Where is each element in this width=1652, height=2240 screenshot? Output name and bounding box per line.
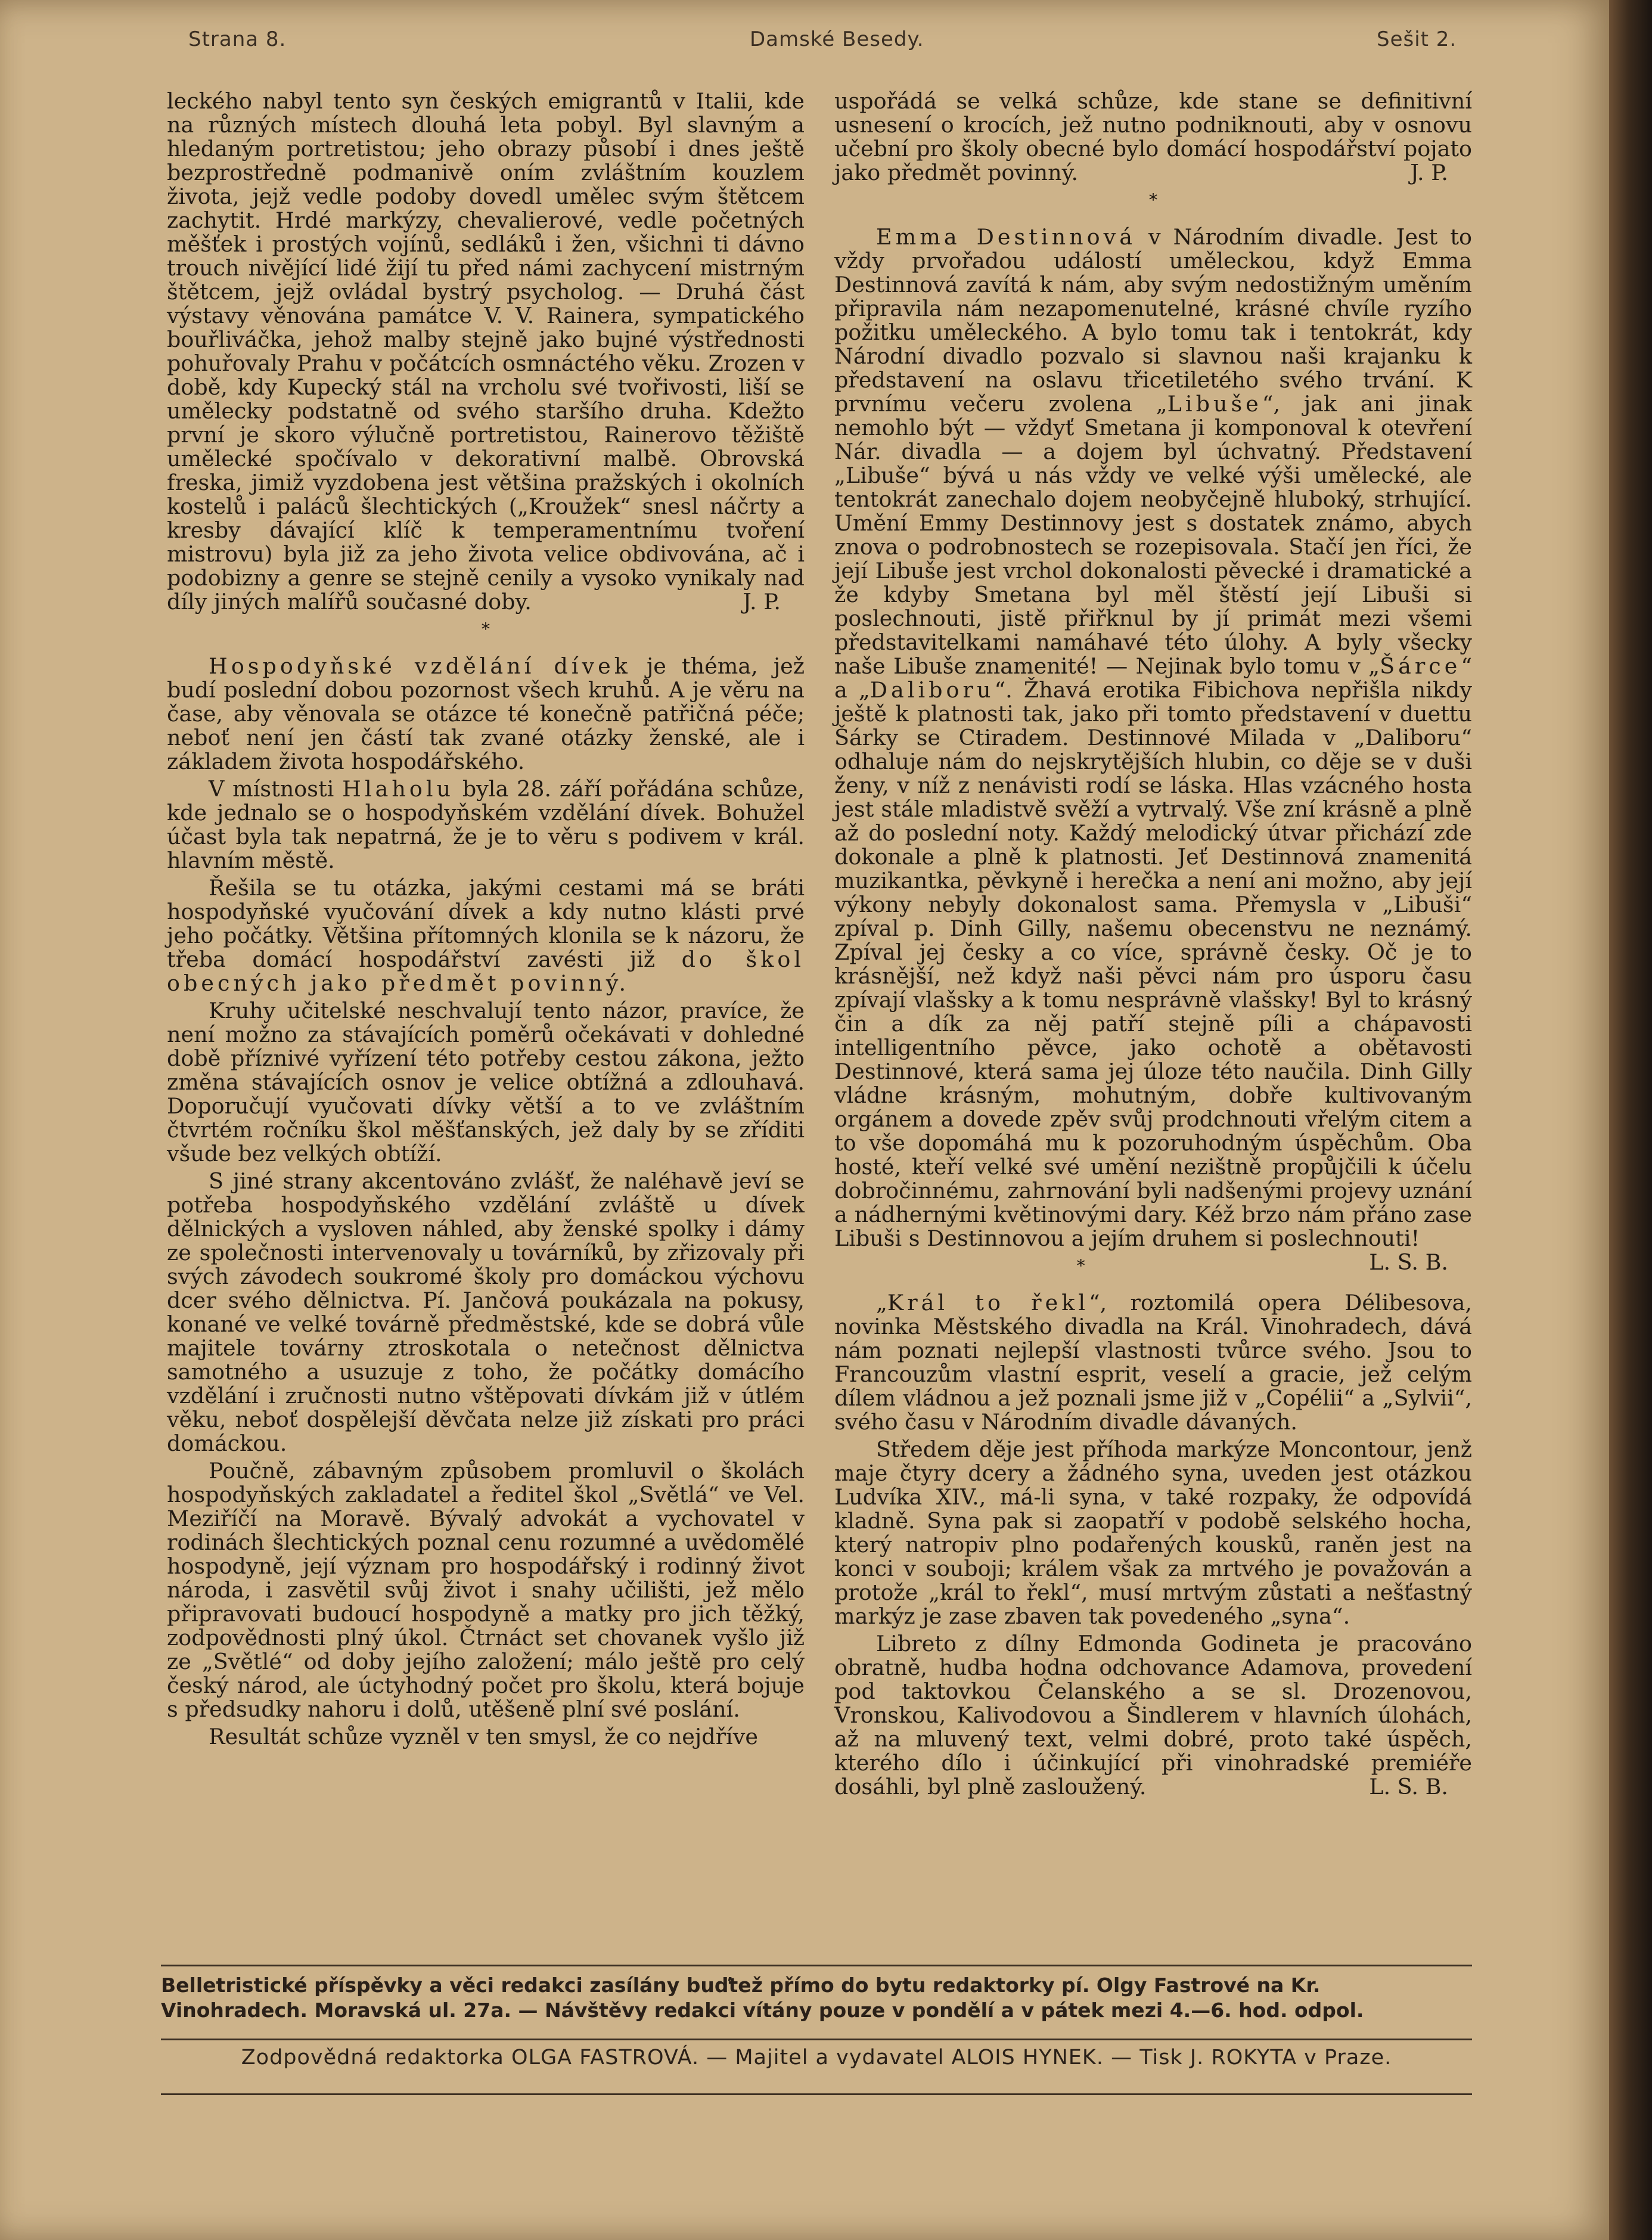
paragraph: Resultát schůze vyzněl v ten smysl, že co nejdříve [209, 1724, 758, 1749]
author-signature: L. S. B. [1369, 1774, 1448, 1800]
article-kral-to-rekl: „Král to řekl“, roztomilá opera Délibesova, novinka Městského divadla na Král. Vinohradech, dává nám poznati nejlepší vlastnosti tvůrce svého. Jsou to Francouzům vlastní esprit, veselí a gracie, jež celým dílem vládnou a jež poznali jsme již v „Copélii“ a „Sylvii“, svého času v Národním divadle dávaných. [834, 1290, 1472, 1435]
editorial-notice: Belletristické příspěvky a věci redakci zasílány buďtež přímo do bytu redaktorky pí. Olgy Fastrové na Kr. Vinohradech. Moravská ul. 27a. — Návštěvy redakci vítány pouze v pondělí a v pátek mezi 4.—6. hod. odpol. [161, 1974, 1364, 2022]
author-signature: J. P. [743, 589, 781, 615]
paragraph: Libreto z dílny Edmonda Godineta je pracováno obratně, hudba hodna odchovance Adamova, provedení pod taktovkou Čelanského a se sl. Drozenovou, Vronskou, Kalivodovou a Šindlerem v hlavních úlohách, až na mluvený text, velmi dobré, proto také úspěch, kterého dílo i účinkující při vinohradské premiéře dosáhli, byl plně zasloužený. L. S. B. [834, 1631, 1472, 1800]
paragraph: Kruhy učitelské neschvalují tento názor, pravíce, že není možno za stávajících poměrů očekávati v dohledné době příznivé vyřízení této potřeby cestou zákona, ježto změna stávajících osnov je velice obtížná a zdlouhavá. Doporučují vyučovati dívky větší a to ve zvláštním čtvrtém ročníku škol měšťanských, jež daly by se zříditi všude bez velkých obtíží. [167, 998, 805, 1166]
footer-divider [161, 2093, 1472, 2095]
paragraph: V místnosti Hlaholu byla 28. září pořádána schůze, kde jednalo se o hospodyňském vzdělání dívek. Bohužel účast byla tak nepatrná, že je to věru s podivem v král. hlavním městě. [167, 776, 805, 873]
section-separator: * [1076, 1256, 1085, 1276]
right-column [834, 89, 1472, 1802]
article-heading-spaced: Hospodyňské vzdělání dívek [209, 653, 631, 679]
issue-number-header: Sešit 2. [1377, 27, 1457, 51]
article-destinnova: Emma Destinnová v Národním divadle. Jest to vždy prvořadou událostí uměleckou, když Emma Destinnová zavítá k nám, aby svým nedostižným uměním připravila nám nezapomenutelné, krásné chvíle ryzího požitku uměleckého. A bylo tomu tak i tentokrát, kdy Národní divadlo pozvalo si slavnou naši krajanku k představení na oslavu třicetiletého svého trvání. K prvnímu večeru zvolena „Libuše“, jak ani jinak nemohlo být — vždyť Smetana ji komponoval k otevření Nár. divadla — a dojem byl úchvatný. Představení „Libuše“ bývá u nás vždy ve velké výši umělecké, ale tentokrát zanechalo dojem neobyčejně hluboký, strhující. Umění Emmy Destinnovy jest s dostatek známo, abych znova o podrobnostech se rozepisovala. Stačí jen říci, že její Libuše jest vrchol dokonalosti pěvecké i dramatické a že kdyby Smetana byl měl štěstí její Libuši si poslechnouti, jistě přiřknul by jí primát mezi všemi představitelkami namáhavé této úlohy. A byly všecky naše Libuše znamenité! — Nejinak bylo tomu v „Šárce“ a „Daliboru“. Žhavá erotika Fibichova nepřišla nikdy ještě k platnosti tak, jako při tomto představení v duettu Šárky se Ctiradem. Destinnové Milada v „Daliboru“ odhaluje nám do nejskrytějších hlubin, co děje se v duši ženy, v níž z nenávisti rodí se láska. Hlas vzácného hosta jest stále mladistvě svěží a vytrvalý. Vše zní krásně a plně až do poslední noty. Každý melodický útvar přichází zde dokonale a plně k platnosti. Jeť Destinnová znamenitá muzikantka, pěvkyně i herečka a není ani možno, aby její výkony nebyly dokonalost sama. Přemysla v „Libuši“ zpíval p. Dinh Gilly, našemu obecenstvu ne neznámý. Zpíval jej česky a co více, správně česky. Oč je to krásnější, než když naši pěvci nám pro úsporu času zpívají vlašsky a k tomu nesprávně vlašsky! Byl to krásný čin a dík za něj patří stejně píli a chápavosti intelligentního pěvce, jako ochotě a obětavosti Destinnové, která sama jej úloze této naučila. Dinh Gilly vládne krásným, mohutným, dobře kultivovaným orgánem a dovede zpěv svůj prodchnouti vřelým citem a to vše dopomáhá mu k pozoruhodným úspěchům. Oba hosté, kteří velké své umění nezištně propůjčili k účelu dobročinnému, zahrnování byli nadšenými projevy uznání a nádhernými květinovými dary. Kéž brzo nám přáno zase Libuši s Destinnovou a jejím druhem si poslechnouti! L. S. B. [834, 224, 1472, 1275]
publisher-imprint: Zodpovědná redaktorka OLGA FASTROVÁ. — Majitel a vydavatel ALOIS HYNEK. — Tisk J. ROKYTA v Praze. [241, 2046, 1392, 2070]
section-separator: * [482, 619, 490, 639]
paragraph: uspořádá se velká schůze, kde stane se definitivní usnesení o krocích, jež nutno podniknouti, aby v osnovu učební pro školy obecné bylo domácí hospodářství pojato jako předmět povinný. J. P. [834, 88, 1472, 185]
footer-divider [161, 1965, 1472, 1966]
article-exhibition-end: leckého nabyl tento syn českých emigrantů v Italii, kde na různých místech dlouhá leta pobyl. Byl slavným a hledaným portretistou; jeho obrazy působí i dnes ještě bezprostředně podmanivě oním zvláštním kouzlem života, jejž vedle podoby dovedl umělec svým štětcem zachytit. Hrdé markýzy, chevalierové, vedle početných měšťek i prostých vojínů, sedláků i žen, všichni ti dávno trouch nivějící lidé žijí tu před námi zachycení mistrným štětcem, jejž ovládal bystrý psycholog. — Druhá část výstavy věnována památce V. V. Rainera, sympatického bouřliváčka, jehož malby stejně jako bujné výstřednosti pohuřovaly Prahu v počátcích osmnáctého věku. Zrozen v době, kdy Kupecký stál na vrcholu své tvořivosti, liší se umělecky podstatně od svého staršího druha. Kdežto první je skoro výlučně portretistou, Rainerovo těžiště umělecké spočívalo v dekorativní malbě. Obrovská freska, jimiž vyzdobena jest většina pražských i okolních kostelů i paláců šlechtických („Kroužek“ snesl náčrty a kresby dávající klíč k temperamentnímu tvoření mistrovu) byla již za jeho života velice obdivována, ač i podobizny a genre se stejně cenily a vysoko vynikaly nad díly jiných malířů současné doby. J. P. [167, 88, 805, 615]
paragraph: Středem děje jest příhoda markýze Moncontour, jenž maje čtyry dcery a žádného syna, uveden jest otázkou Ludvíka XIV., má-li syna, v také rozpaky, že odpovídá kladně. Syna pak si zaopatří v podobě selského hocha, který natropiv plno podařených kousků, raněn jest na konci v souboji; králem však za mrtvého je považován a protože „král to řekl“, musí mrtvým zůstati a nešťastný markýz je zase zbaven tak povedeného „syna“. [834, 1437, 1472, 1629]
article-heading-spaced: Král to řekl [887, 1290, 1089, 1316]
paragraph: S jiné strany akcentováno zvlášť, že naléhavě jeví se potřeba hospodyňského vzdělání zvláště u dívek dělnických a vysloven náhled, aby ženské spolky i dámy ze společnosti intervenovaly u továrníků, by zřizovaly při svých závodech soukromé školy pro domáckou výchovu dcer svého dělnictva. Pí. Jančová poukázala na pokusy, konané ve velké továrně předměstské, kde se dobrá vůle majitele továrny ztroskotala o netečnost dělnictva samotného a usuzuje z toho, že počátky domácího vzdělání i zručnosti nutno vštěpovati dívkám již v útlém věku, neboť dospělejší děvčata nelze již získati pro práci domáckou. [167, 1168, 805, 1456]
paragraph: Poučně, zábavným způsobem promluvil o školách hospodyňských zakladatel a ředitel škol „Světlá“ ve Vel. Meziříčí na Moravě. Bývalý advokát a vychovatel v rodinách šlechtických poznal cenu rozumné a uvědomělé hospodyně, její význam pro hospodářský i rodinný život národa, i zasvětil svůj život i snahy učilišti, jež mělo připravovati budoucí hospodyně a matky pro jich těžký, zodpovědnosti plný úkol. Čtrnáct set chovanek vyšlo již ze „Světlé“ od doby jejího založení; málo ještě pro celý český národ, ale úctyhodný počet pro školu, která bojuje s předsudky nahoru i dolů, utěšeně plní své poslání. [167, 1458, 805, 1722]
paragraph: Řešila se tu otázka, jakými cestami má se bráti hospodyňské vyučování dívek a kdy nutno klásti prvé jeho počátky. Většina přítomných klonila se k názoru, že třeba domácí hospodářství zavésti již do škol obecných jako předmět povinný. [167, 875, 805, 996]
author-signature: L. S. B. [1369, 1249, 1448, 1275]
article-housewife-education: Hospodyňské vzdělání dívek je théma, jež budí poslední dobou pozornost všech kruhů. A je věru na čase, aby věnovala se otázce té konečně patřičná péče; neboť není jen částí tak zvané otázky ženské, ale i základem života hospodářského. [167, 653, 805, 774]
magazine-title-header: Damské Besedy. [750, 27, 924, 51]
section-separator: * [1149, 190, 1157, 210]
page-number-header: Strana 8. [188, 27, 287, 51]
article-heading-spaced: Emma Destinnová [876, 224, 1136, 250]
author-signature: J. P. [1410, 160, 1448, 185]
footer-divider [161, 2039, 1472, 2040]
book-spine-shadow [1609, 0, 1652, 2240]
left-column [167, 89, 805, 1752]
